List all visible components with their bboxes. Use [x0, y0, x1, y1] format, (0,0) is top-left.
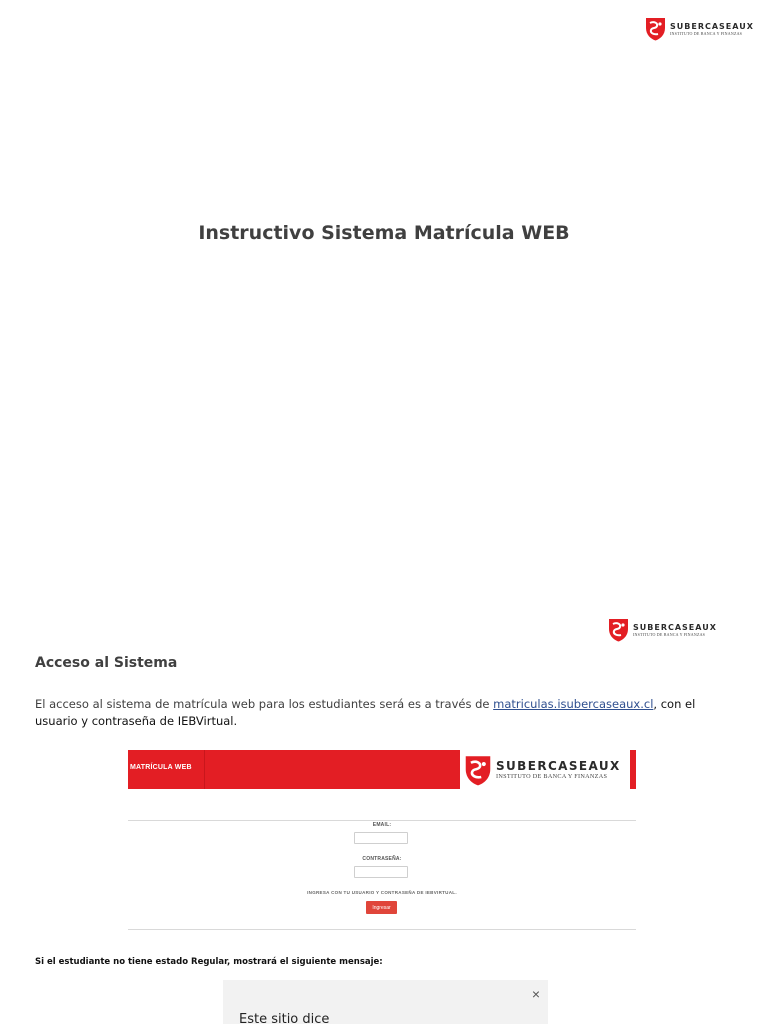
document-title: Instructivo Sistema Matrícula WEB	[198, 222, 570, 244]
ingresar-button[interactable]: Ingresar	[366, 901, 397, 914]
brand-logo-login	[464, 755, 621, 786]
login-header-bar	[128, 750, 636, 789]
login-header-title: MATRÍCULA WEB	[130, 764, 192, 771]
shield-logo-icon	[464, 755, 492, 786]
login-hint: INGRESA CON TU USUARIO Y CONTRASEÑA DE IEBVIRTUAL.	[307, 890, 457, 895]
dialog-title: Este sitio dice	[239, 1012, 330, 1024]
brand-subtitle: INSTITUTO DE BANCA Y FINANZAS	[633, 631, 706, 637]
brand-name: SUBERCASEAUX	[633, 622, 717, 632]
intro-text-after: , con el usuario y contraseña de IEBVirtual.	[35, 697, 696, 728]
status-notice: Si el estudiante no tiene estado Regular, mostrará el siguiente mensaje:	[35, 957, 383, 967]
close-icon[interactable]: ×	[531, 986, 540, 1002]
section-heading-acceso: Acceso al Sistema	[35, 655, 178, 671]
login-top-divider	[128, 820, 636, 821]
shield-logo-icon	[608, 618, 629, 642]
intro-text-before: El acceso al sistema de matrícula web para los estudiantes será es a través de	[35, 697, 494, 711]
brand-logo-top	[645, 17, 754, 41]
alert-dialog	[223, 980, 548, 1024]
login-logo-box	[458, 750, 630, 789]
intro-paragraph	[35, 696, 735, 730]
login-bottom-divider	[128, 929, 636, 930]
password-label: CONTRASEÑA:	[362, 856, 402, 862]
header-divider	[204, 750, 205, 789]
brand-subtitle: INSTITUTO DE BANCA Y FINANZAS	[670, 30, 743, 36]
matriculas-link[interactable]: matriculas.isubercaseaux.cl	[493, 697, 654, 711]
brand-name: SUBERCASEAUX	[496, 759, 621, 774]
brand-logo-page2	[608, 618, 717, 642]
email-label: EMAIL:	[372, 822, 392, 828]
brand-name: SUBERCASEAUX	[670, 21, 754, 31]
shield-logo-icon	[645, 17, 666, 41]
brand-subtitle: INSTITUTO DE BANCA Y FINANZAS	[496, 773, 608, 781]
login-screenshot	[128, 750, 636, 932]
email-input[interactable]	[354, 832, 408, 844]
password-input[interactable]	[354, 866, 408, 878]
